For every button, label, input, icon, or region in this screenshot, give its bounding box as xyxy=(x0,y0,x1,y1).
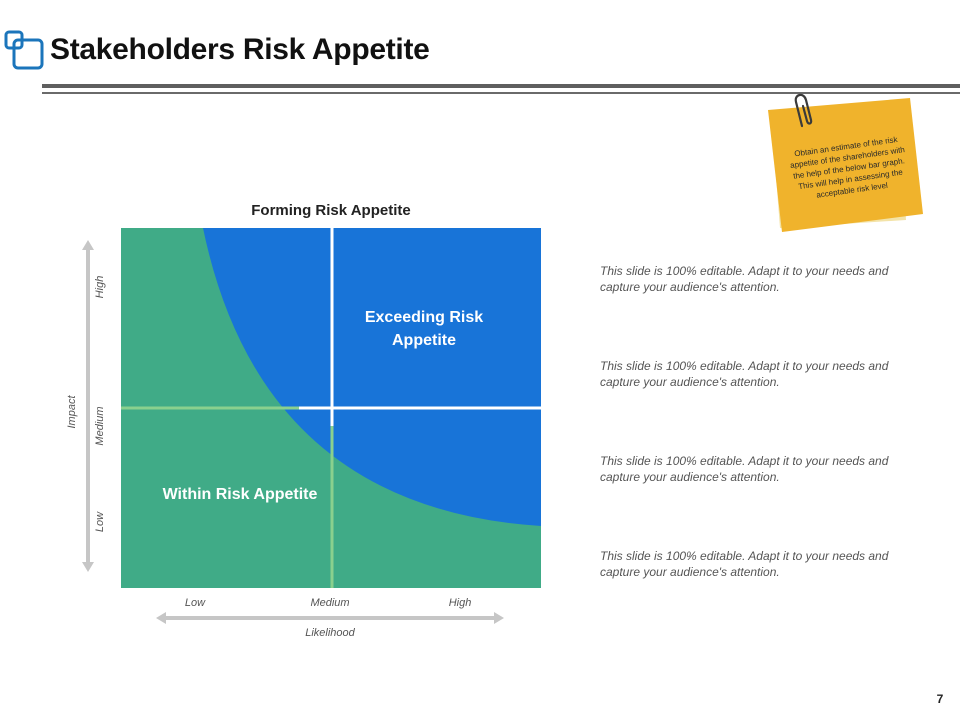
note-text-4: This slide is 100% editable. Adapt it to your needs and capture your audience's attention. xyxy=(600,549,889,579)
within-risk-label: Within Risk Appetite xyxy=(162,486,318,503)
logo-icon xyxy=(4,30,46,72)
note-text-2: This slide is 100% editable. Adapt it to your needs and capture your audience's attention. xyxy=(600,359,889,389)
y-tick-high: High xyxy=(94,275,106,299)
y-tick-medium: Medium xyxy=(94,406,106,446)
page-number: 7 xyxy=(936,692,944,706)
y-axis-arrow xyxy=(81,240,95,572)
header-divider xyxy=(42,84,960,88)
y-axis-label: Impact xyxy=(66,395,78,429)
diagram-title: Forming Risk Appetite xyxy=(251,202,411,219)
x-axis-label: Likelihood xyxy=(305,627,355,639)
note-text-3: This slide is 100% editable. Adapt it to your needs and capture your audience's attention. xyxy=(600,454,889,484)
sticky-note-text: Obtain an estimate of the risk appetite of the shareholders with the help of the below bar graph. This will help in assessing the acceptable risk level xyxy=(789,135,906,200)
note-text-1: This slide is 100% editable. Adapt it to your needs and capture your audience's attention. xyxy=(600,264,889,294)
page-title: Stakeholders Risk Appetite xyxy=(50,33,430,66)
risk-matrix xyxy=(121,228,541,588)
x-tick-low: Low xyxy=(184,597,206,609)
x-tick-medium: Medium xyxy=(310,597,350,609)
exceeding-risk-label: Exceeding Risk Appetite xyxy=(364,309,484,349)
x-tick-high: High xyxy=(448,597,472,609)
y-tick-low: Low xyxy=(94,511,106,533)
x-axis-arrow xyxy=(156,611,504,625)
